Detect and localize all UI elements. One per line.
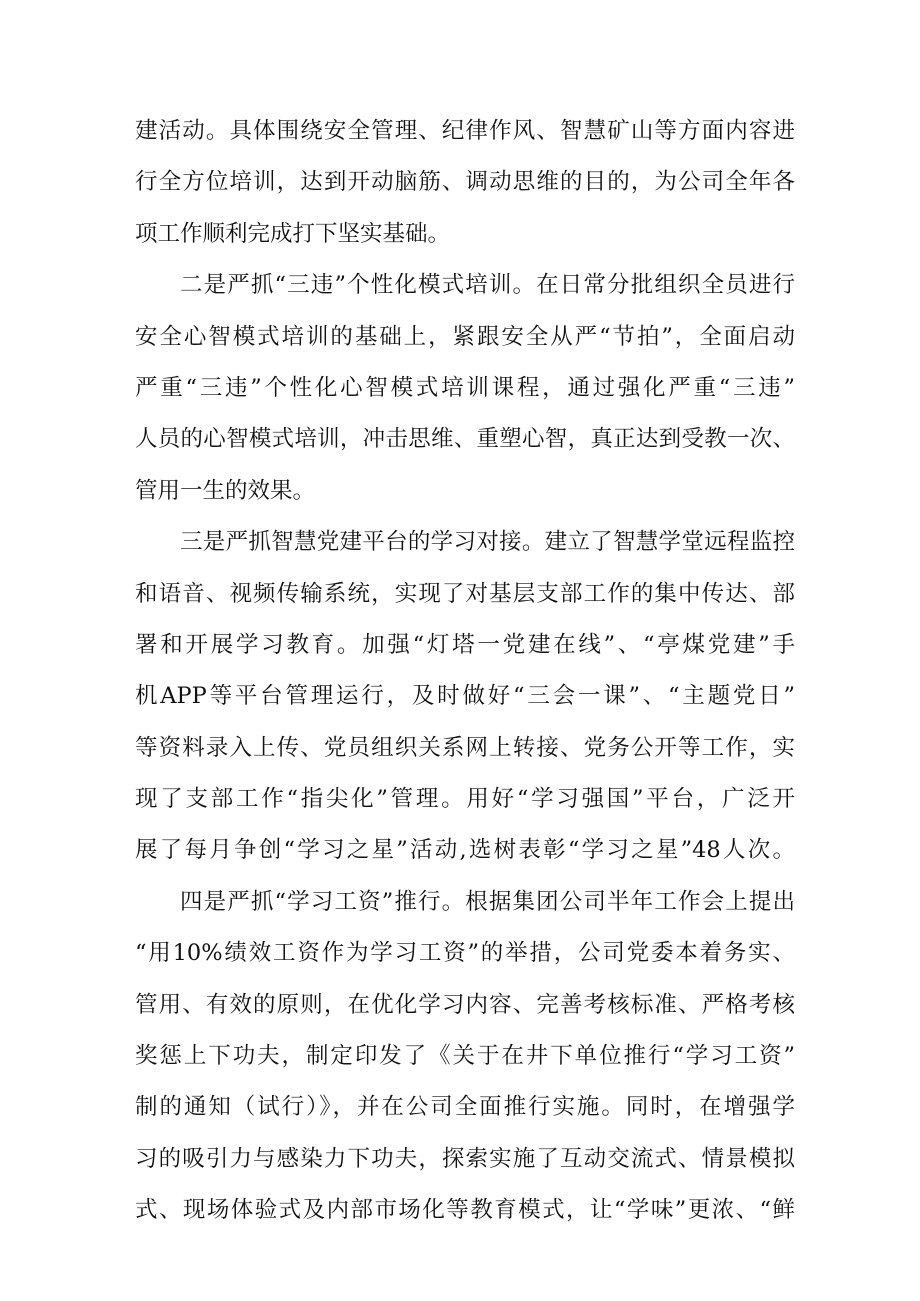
paragraph-three-line: 三是严抓智慧党建平台的学习对接。建立了智慧学堂远程监控 [180,529,795,556]
paragraph-continuation-line: 项工作顺利完成打下坚实基础。 [135,220,451,247]
paragraph-two-line: 人员的心智模式培训，冲击思维、重塑心智，真正达到受教一次、 [135,426,795,453]
paragraph-three-line: 署和开展学习教育。加强“灯塔一党建在线”、“亭煤党建”手 [135,631,795,658]
paragraph-four-line: “用10%绩效工资作为学习工资”的举措，公司党委本着务实、 [135,940,795,967]
paragraph-three-line: 现了支部工作“指尖化”管理。用好“学习强国”平台，广泛开 [135,786,795,813]
paragraph-four-line: 制的通知（试行）》，并在公司全面推行实施。同时，在增强学 [135,1094,795,1121]
paragraph-continuation-line: 行全方位培训，达到开动脑筋、调动思维的目的，为公司全年各 [135,169,795,196]
paragraph-three-line: 等资料录入上传、党员组织关系网上转接、党务公开等工作，实 [135,734,795,761]
paragraph-two-line: 安全心智模式培训的基础上，紧跟安全从严“节拍”，全面启动 [135,323,795,350]
paragraph-four-line: 四是严抓“学习工资”推行。根据集团公司半年工作会上提出 [180,888,795,915]
document-body [135,106,795,1237]
paragraph-continuation-line: 建活动。具体围绕安全管理、纪律作风、智慧矿山等方面内容进 [135,118,795,144]
paragraph-four-line: 式、现场体验式及内部市场化等教育模式，让“学味”更浓、“鲜 [135,1197,795,1224]
paragraph-four-line: 习的吸引力与感染力下功夫，探索实施了互动交流式、情景模拟 [135,1145,795,1172]
paragraph-two-line: 管用一生的效果。 [135,477,316,504]
paragraph-four-line: 管用、有效的原则，在优化学习内容、完善考核标准、严格考核 [135,991,795,1018]
paragraph-four-line: 奖惩上下功夫，制定印发了《关于在井下单位推行“学习工资” [135,1043,795,1070]
paragraph-two-line: 二是严抓“三违”个性化模式培训。在日常分批组织全员进行 [180,272,795,299]
paragraph-three-line: 和语音、视频传输系统，实现了对基层支部工作的集中传达、部 [135,580,795,607]
paragraph-three-line: 机APP等平台管理运行，及时做好“三会一课”、“主题党日” [135,683,795,710]
paragraph-two-line: 严重“三违”个性化心智模式培训课程，通过强化严重“三违” [135,374,795,401]
paragraph-three-line: 展了每月争创“学习之星”活动,选树表彰“学习之星”48人次。 [135,837,795,864]
